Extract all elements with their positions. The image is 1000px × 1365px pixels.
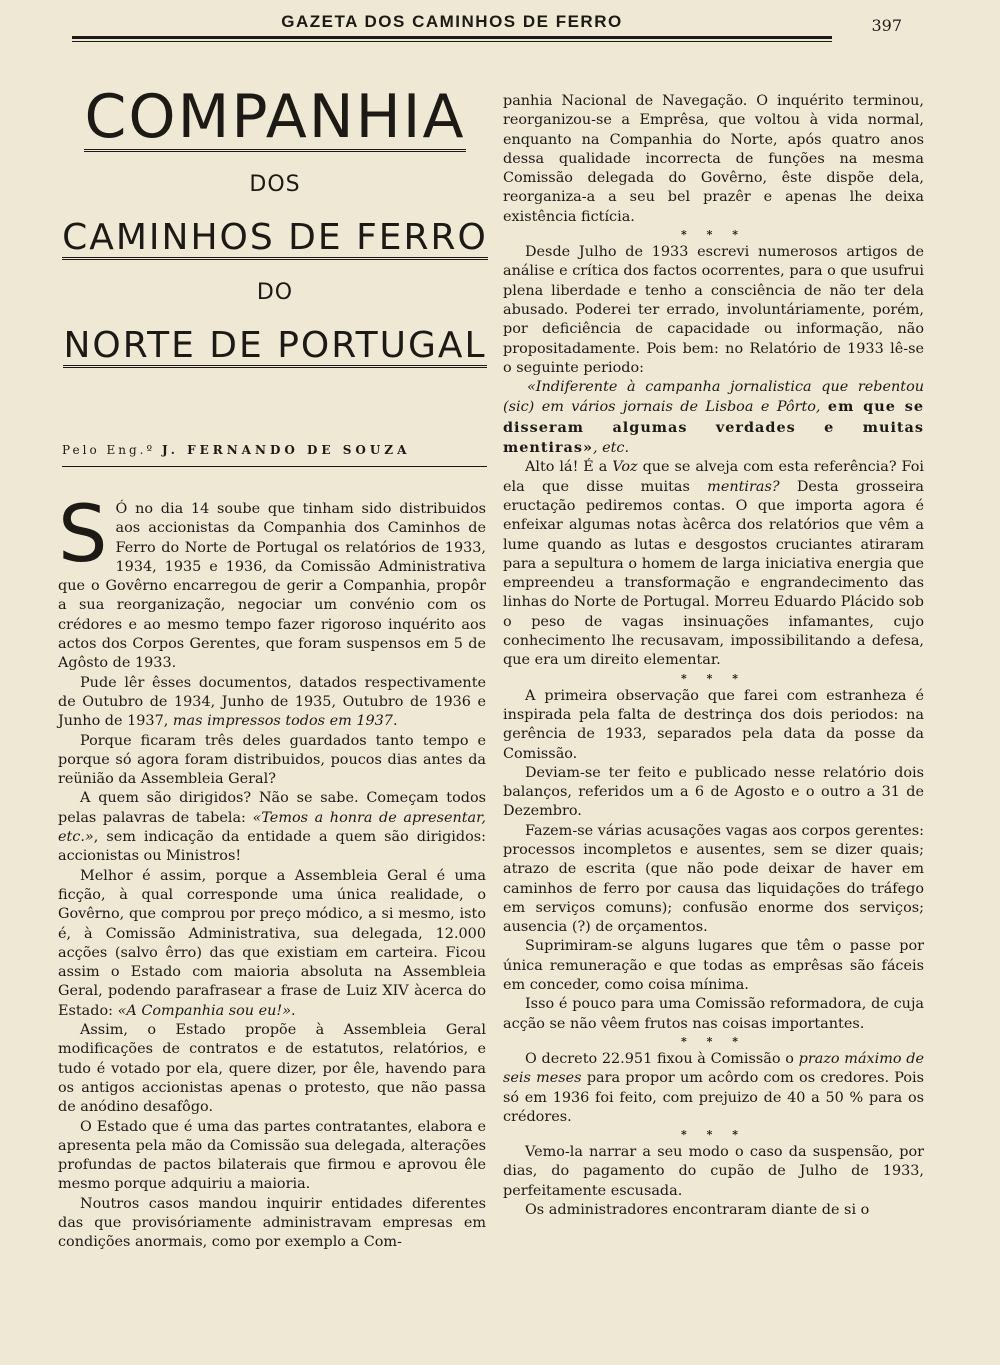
paragraph: Porque ficaram três deles guardados tanto tempo e porque só agora foram distribuidos, poucos dias antes da reünião da Assembleia Geral? [58, 732, 486, 788]
header-rule-thin [72, 41, 832, 42]
paragraph: O decreto 22.951 fixou à Comissão o prazo máximo de seis meses para propor um acôrdo com os credores. Pois só em 1936 foi feito, com prejuizo de 40 a 50 % para os crédores. [503, 1050, 925, 1125]
paragraph: A quem são dirigidos? Não se sabe. Começam todos pelas palavras de tabela: «Temos a honra de apresentar, etc.», sem indicação da entidade a quem são dirigidos: accionistas ou Ministros! [58, 790, 486, 865]
paragraph: Alto lá! É a Voz que se alveja com esta referência? Foi ela que disse muitas mentiras? Desta grosseira eructação pediremos contas. O que importa agora é enfeixar algumas notas àcêrca dos relatórios que vêm a lume quando as lutas e desgostos cruciantes atiraram para a sepultura o homem de larga iniciativa energia que empreendeu a transformação e engrandecimento das linhas do Norte de Portugal. Morreu Eduardo Plácido sob o peso de vagas insinuações infamantes, cujo conhecimento lhe recusavam, impossibilitando a defesa, que era um direito elementar. [503, 459, 925, 669]
title-line-caminhos: CAMINHOS DE FERRO [62, 217, 488, 258]
left-column [58, 490, 486, 1253]
paragraph: Deviam-se ter feito e publicado nesse relatório dois balanços, referidos um a 6 de Agosto e o outro a 31 de Dezembro. [503, 764, 924, 820]
paragraph: Noutros casos mandou inquirir entidades diferentes das que provisóriamente administravam empresas em condições anormais, como por exemplo a Com- [58, 1195, 486, 1251]
paragraph: Desde Julho de 1933 escrevi numerosos artigos de análise e crítica dos factos ocorrentes, para o que usufrui plena liberdade e tenho a consciência de não ter dela abusado. Poderei ter errado, involuntáriamente, porém, por deficiência de capacidade ou informação, não propositadamente. Pois bem: no Relatório de 1933 lê-se o seguinte periodo: [503, 244, 924, 376]
right-column [503, 92, 924, 1220]
page-header [72, 10, 902, 42]
paragraph: A primeira observação que farei com estranheza é inspirada pela falta de destrinça dos dois periodos: na gerência de 1933, separados pela data da posse da Comissão. [503, 687, 924, 762]
byline-rule [62, 466, 487, 467]
title-line-norte: NORTE DE PORTUGAL [63, 324, 487, 366]
running-head: GAZETA DOS CAMINHOS DE FERRO [281, 12, 623, 31]
title-line-dos: DOS [249, 172, 301, 197]
paragraph: Vemo-la narrar a seu modo o caso da suspensão, por dias, do pagamento do cupão de Julho de 1933, perfeitamente escusada. [503, 1144, 924, 1199]
header-rule [72, 36, 832, 39]
quotation: «Indiferente à campanha jornalistica que rebentou (sic) em vários jornais de Lisboa e Pôrto, em que se disseram algumas verdades e muitas mentiras», etc. [503, 379, 924, 457]
title-line-companhia: COMPANHIA [84, 82, 466, 152]
byline-prefix: Pelo Eng.º [62, 443, 156, 457]
title-line-do: DO [256, 279, 294, 305]
page-number: 397 [871, 16, 902, 35]
paragraph: Suprimiram-se alguns lugares que têm o passe por única remuneração e que todas as emprêsas são fáceis em conceder, como coisa mínima. [503, 938, 924, 994]
article-title [60, 80, 490, 368]
paragraph: O Estado que é uma das partes contratantes, elabora e apresenta pela mão da Comissão sua delegada, alterações profundas de pactos bilaterais que firmou e aprovou êle mesmo porque adquiriu a maioria. [58, 1118, 486, 1193]
paragraph: S Ó no dia 14 soube que tinham sido distribuidos aos accionistas da Companhia dos Caminhos de Ferro do Norte de Portugal os relatórios de 1933, 1934, 1935 e 1936, da Comissão Administrativa que o Govêrno encarregou de gerir a Companhia, propôr a sua reorganização, negociar um convénio com os crédores e ao mesmo tempo fazer rigoroso inquérito aos actos dos Corpos Gerentes, que foram suspensos em 5 de Agôsto de 1933. [58, 490, 486, 672]
section-separator: * * * [681, 1034, 746, 1048]
paragraph: panhia Nacional de Navegação. O inquérito terminou, reorganizou-se a Emprêsa, que voltou à vida normal, enquanto na Companhia do Norte, após quatro anos dessa qualidade incorrecta de funções na mesma Comissão delegada do Govêrno, êste dispõe dela, reorganiza-a a seu bel prazêr e apenas lhe deixa existência fictícia. [503, 93, 924, 225]
section-separator: * * * [681, 1128, 746, 1142]
paragraph: Isso é pouco para uma Comissão reformadora, de cuja acção se não vêem frutos nas coisas importantes. [503, 996, 924, 1032]
paragraph: Pude lêr êsses documentos, datados respectivamente de Outubro de 1934, Junho de 1935, Outubro de 1936 e Junho de 1937, mas impressos todos em 1937. [58, 674, 486, 730]
paragraph: Melhor é assim, porque a Assembleia Geral é uma ficção, à qual corresponde uma única realidade, o Govêrno, que comprou por preço módico, a si mesmo, isto é, à Comissão Administrativa, sua delegada, 12.000 acções (salvo êrro) das que existiam em carteira. Ficou assim o Estado com maioria absoluta na Assembleia Geral, podendo parafrasear a frase de Luiz XIV àcerca do Estado: «A Companhia sou eu!». [58, 867, 486, 1019]
paragraph: Fazem-se várias acusações vagas aos corpos gerentes: processos incompletos e ausentes, sem se dizer quais; atrazo de escrita (que não pode deixar de haver em caminhos de ferro por causa das liquidações do tráfego em serviços comuns); confusão enorme dos serviços; ausencia (?) de orçamentos. [503, 822, 924, 936]
section-separator: * * * [681, 671, 746, 685]
paragraph: Assim, o Estado propõe à Assembleia Geral modificações de contratos e de estatutos, relatórios, e tudo é votado por ela, quere dizer, por êle, havendo para os antigos accionistas apenas o protesto, que não passa de anódino desafôgo. [58, 1022, 486, 1116]
drop-cap: S [58, 490, 108, 580]
paragraph: Os administradores encontraram diante de si o [525, 1202, 870, 1219]
byline-author: J. FERNANDO DE SOUZA [161, 443, 411, 457]
section-separator: * * * [681, 228, 746, 242]
byline [62, 443, 490, 457]
